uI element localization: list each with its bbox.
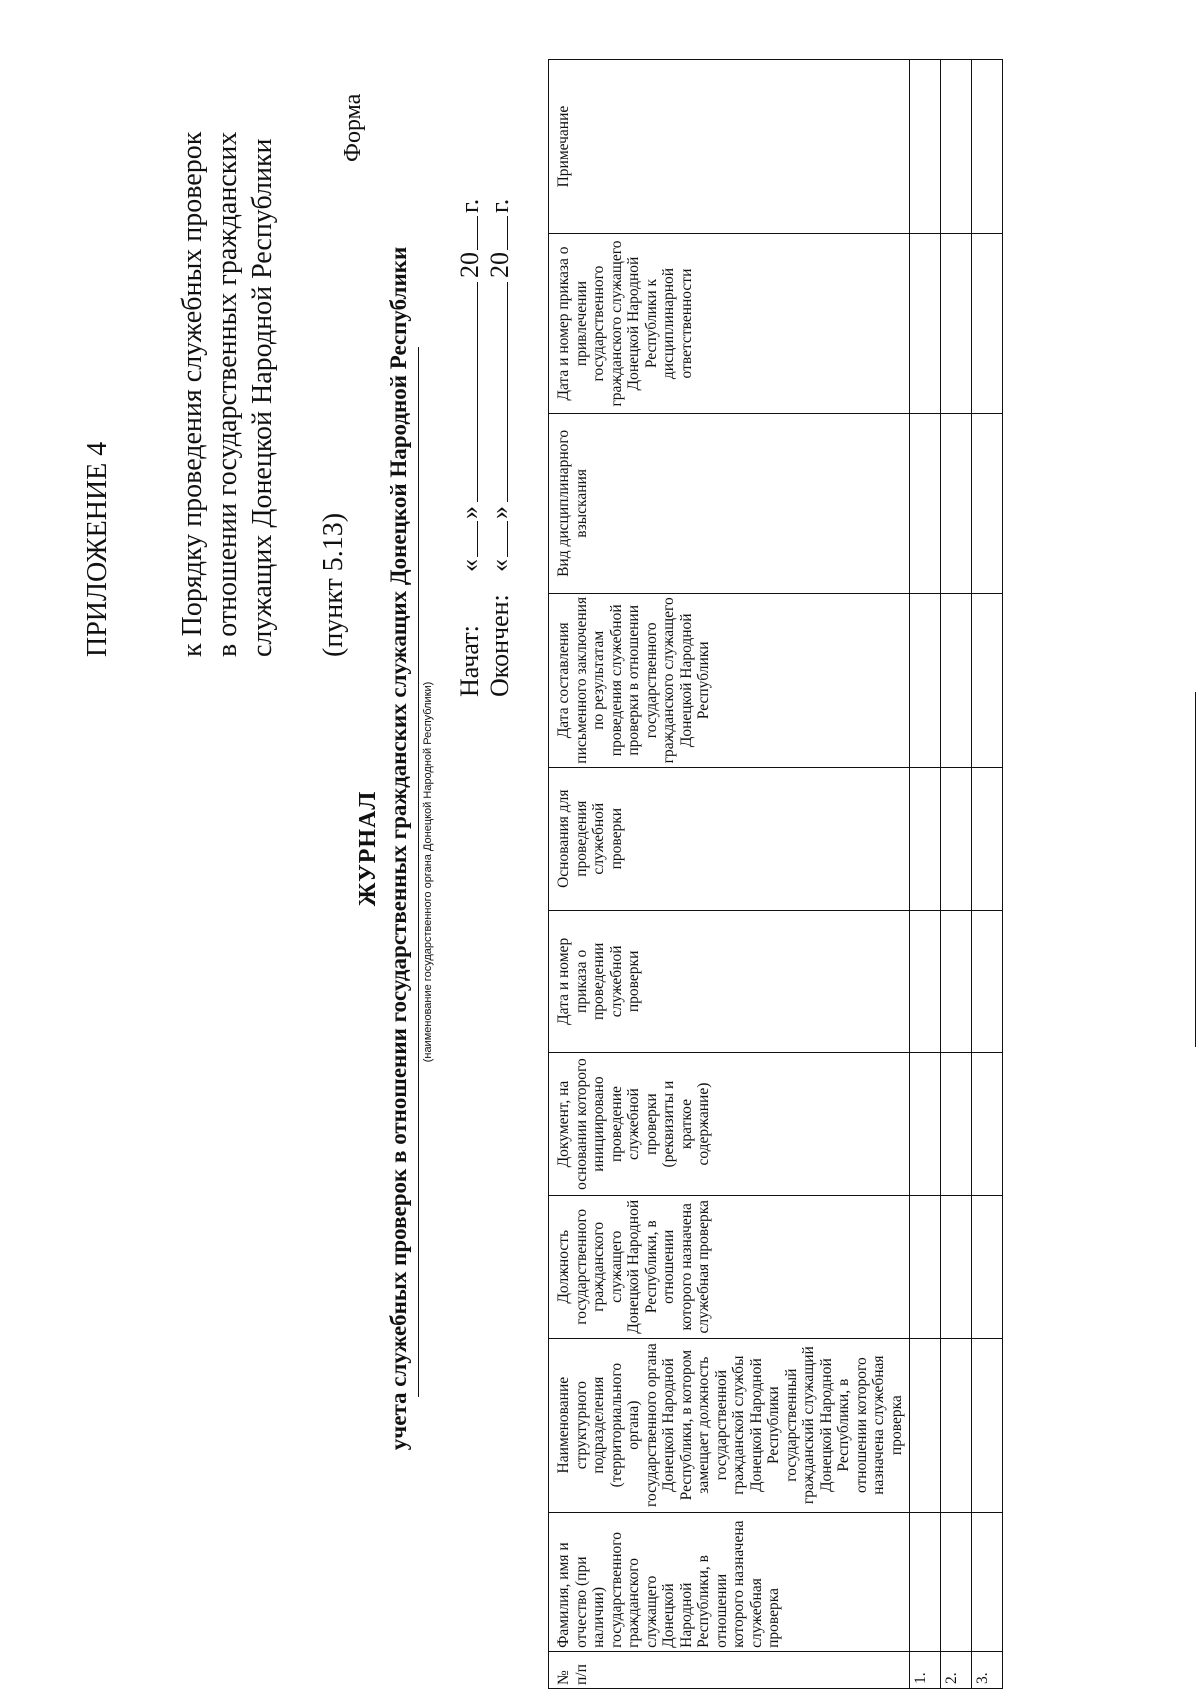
org-name-line xyxy=(418,347,419,1397)
close-quote: » xyxy=(455,506,484,519)
table-cell xyxy=(910,1338,941,1512)
appendix-line-1: к Порядку проведения служебных проверок xyxy=(177,131,208,657)
header-penalty-type: Вид дисциплинарного взыскания xyxy=(549,413,910,593)
date-ended-row xyxy=(485,199,515,697)
open-quote: « xyxy=(455,559,484,572)
header-grounds: Основания для проведения служебной проверки xyxy=(549,767,910,910)
journal-heading xyxy=(355,0,412,1697)
date-started-row xyxy=(455,199,485,697)
table-row xyxy=(910,60,941,1689)
table-cell xyxy=(972,1195,1003,1338)
table-cell xyxy=(910,413,941,593)
journal-dates xyxy=(455,199,515,697)
header-initiating-document: Документ, на основании которого инициировано проведение служебной проверки (реквизиты и краткое содержание) xyxy=(549,1053,910,1196)
appendix-block xyxy=(80,57,351,657)
table-cell xyxy=(941,767,972,910)
table-cell xyxy=(972,593,1003,767)
table-cell xyxy=(941,60,972,234)
date-ended-label: Окончен: xyxy=(484,594,514,697)
month-blank xyxy=(457,282,478,502)
table-cell xyxy=(972,234,1003,414)
table-row xyxy=(941,60,972,1689)
table-cell xyxy=(941,234,972,414)
table-cell xyxy=(941,1338,972,1512)
table-cell xyxy=(972,60,1003,234)
close-quote: » xyxy=(484,506,514,519)
header-conclusion-date: Дата составления письменного заключения по результатам проведения служебной проверки в отношении государственного гражданского служащего Донецкой Народной Республики xyxy=(549,593,910,767)
header-note: Примечание xyxy=(549,60,910,234)
open-quote: « xyxy=(484,559,514,572)
table-cell xyxy=(910,767,941,910)
day-blank xyxy=(457,521,478,557)
header-order-date-number: Дата и номер приказа о проведении служебной проверки xyxy=(549,910,910,1053)
table-cell xyxy=(941,910,972,1053)
month-blank xyxy=(487,282,508,502)
appendix-point: (пункт 5.13) xyxy=(318,512,349,657)
table-cell xyxy=(910,1512,941,1651)
table-cell xyxy=(972,767,1003,910)
year-suffix: г. xyxy=(484,198,514,213)
table-cell xyxy=(941,593,972,767)
table-cell xyxy=(972,413,1003,593)
year-prefix: 20 xyxy=(484,252,514,278)
appendix-line-2: в отношении государственных гражданских xyxy=(212,131,243,657)
header-disciplinary-order: Дата и номер приказа о привлечении государственного гражданского служащего Донецкой Народной Республики к дисциплинарной ответственности xyxy=(549,234,910,414)
row-number: 2. xyxy=(941,1651,972,1688)
year-blank xyxy=(487,216,508,250)
journal-title: ЖУРНАЛ xyxy=(355,790,381,907)
day-blank xyxy=(487,521,508,557)
date-started-label: Начат: xyxy=(455,625,484,697)
appendix-title: ПРИЛОЖЕНИЕ 4 xyxy=(82,441,113,657)
row-number: 3. xyxy=(972,1651,1003,1688)
journal-table xyxy=(548,59,1003,1689)
table-cell xyxy=(941,1195,972,1338)
header-full-name: Фамилия, имя и отчество (при наличии) государственного гражданского служащего Донецкой Народной Республики, в отношении которого назначена служебная проверка xyxy=(549,1512,910,1651)
header-department: Наименование структурного подразделения (территориального органа) государственного органа Донецкой Народной Республики, в котором замещает должность государственной гражданской службы Донецкой Народной Республики государственный гражданский служащий Донецкой Народной Республики, в отношении которого назначена служебная проверка xyxy=(549,1338,910,1512)
header-position: Должность государственного гражданского служащего Донецкой Народной Республики, в отношении которого назначена служебная проверка xyxy=(549,1195,910,1338)
year-blank xyxy=(457,216,478,250)
table-row xyxy=(972,60,1003,1689)
year-prefix: 20 xyxy=(455,252,484,278)
table-cell xyxy=(910,234,941,414)
org-name-caption: (наименование государственного органа Донецкой Народной Республики) xyxy=(422,681,434,1063)
bottom-separator-line xyxy=(1195,692,1196,1047)
table-cell xyxy=(972,910,1003,1053)
table-cell xyxy=(910,60,941,234)
journal-subtitle: учета служебных проверок в отношении государственных гражданских служащих Донецкой Народной Республики xyxy=(386,246,411,1451)
table-cell xyxy=(972,1053,1003,1196)
table-cell xyxy=(910,1053,941,1196)
form-label: Форма xyxy=(340,93,366,162)
table-header-row xyxy=(549,60,910,1689)
table-cell xyxy=(941,1053,972,1196)
header-number: № п/п xyxy=(549,1651,910,1688)
appendix-line-3: служащих Донецкой Народной Республики xyxy=(247,138,278,657)
row-number: 1. xyxy=(910,1651,941,1688)
table-cell xyxy=(972,1338,1003,1512)
table-cell xyxy=(910,1195,941,1338)
table-cell xyxy=(941,1512,972,1651)
table-cell xyxy=(910,910,941,1053)
table-cell xyxy=(941,413,972,593)
table-cell xyxy=(972,1512,1003,1651)
table-cell xyxy=(910,593,941,767)
year-suffix: г. xyxy=(455,198,484,213)
